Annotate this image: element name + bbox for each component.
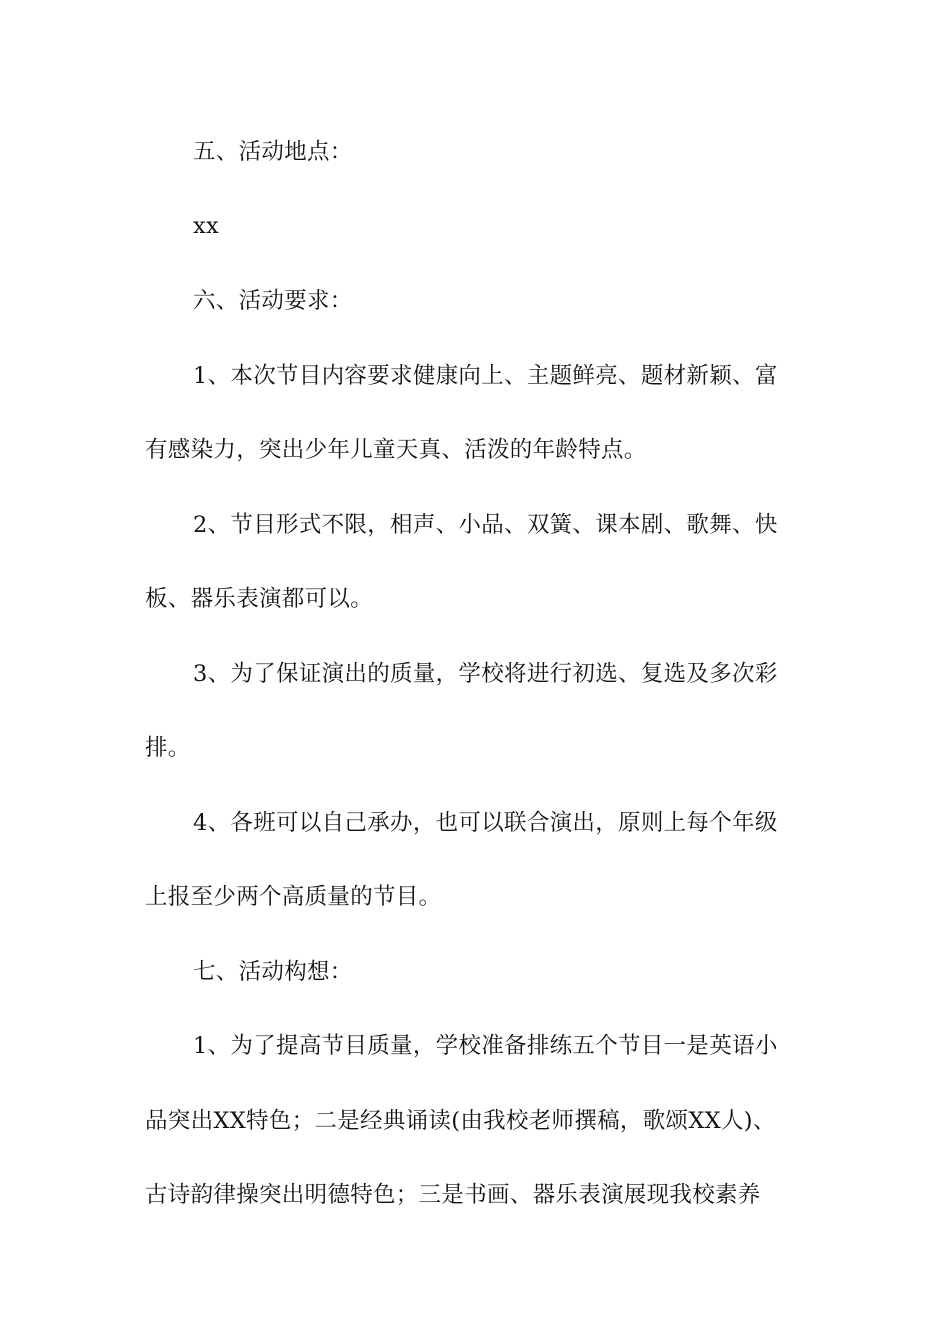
paragraph-line: 板、器乐表演都可以。 [145,586,374,612]
section-heading-location: 五、活动地点： [193,139,353,165]
paragraph-line: 1、为了提高节目质量，学校准备排练五个节目一是英语小 [193,1033,778,1059]
paragraph-line: 3、为了保证演出的质量，学校将进行初选、复选及多次彩 [193,661,778,687]
paragraph-line: 品突出XX特色；二是经典诵读(由我校老师撰稿，歌颂XX人)、 [145,1108,776,1134]
paragraph-line: 有感染力，突出少年儿童天真、活泼的年龄特点。 [145,437,647,463]
paragraph-line: 4、各班可以自己承办，也可以联合演出，原则上每个年级 [193,810,778,836]
section-heading-requirements: 六、活动要求： [193,288,353,314]
paragraph-line: 排。 [145,735,191,761]
paragraph-line: 1、本次节目内容要求健康向上、主题鲜亮、题材新颖、富 [193,363,778,389]
paragraph-line: 上报至少两个高质量的节目。 [145,884,442,910]
section-heading-concept: 七、活动构想： [193,959,353,985]
paragraph-line: 2、节目形式不限，相声、小品、双簧、课本剧、歌舞、快 [193,512,778,538]
paragraph-line: 古诗韵律操突出明德特色；三是书画、器乐表演展现我校素养 [145,1182,761,1208]
location-value: xx [193,213,219,239]
